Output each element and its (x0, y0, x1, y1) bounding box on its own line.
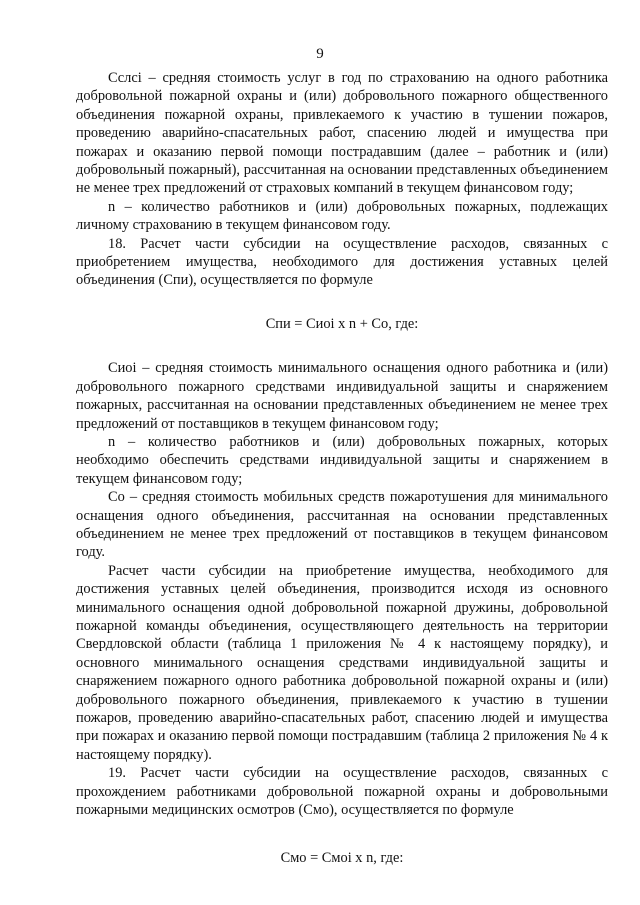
paragraph-section-18: 18. Расчет части субсидии на осуществление расходов, связанных с приобретением имущества, необходимого для достижения уставных целей объединения (Спи), осуществляется по формуле (76, 235, 608, 289)
document-body (76, 69, 608, 868)
paragraph-sioi-definition: Сиоі – средняя стоимость минимального оснащения одного работника и (или) добровольного пожарного средствами индивидуальной защиты и снаряжением пожарных, рассчитанная на основании представленных объединением не менее трех предложений от поставщиков в текущем финансовом году; (76, 360, 608, 432)
paragraph-sslsi-definition: Сслсі – средняя стоимость услуг в год по страхованию на одного работника добровольной пожарной охраны и (или) добровольного пожарного общественного объединения пожарной охраны, привлекаемого к участию в тушении пожаров, проведению аварийно-спасательных работ, спасению людей и имущества при пожарах и оказанию первой помощи пострадавшим (далее – работник и (или) добровольный пожарный), рассчитанная на основании представленных объединением не менее трех предложений от страховых компаний в текущем финансовом году; (76, 70, 608, 197)
paragraph-section-19: 19. Расчет части субсидии на осуществление расходов, связанных с прохождением работниками добровольной пожарной охраны и добровольными пожарными медицинских осмотров (Смо), осуществляется по формуле (76, 765, 608, 819)
paragraph-so-definition: Со – средняя стоимость мобильных средств пожаротушения для минимального оснащения одного объединения, рассчитанная на основании представленных объединением не менее трех предложений от поставщиков в текущем финансовом году. (76, 489, 608, 561)
paragraph-property-calculation: Расчет части субсидии на приобретение имущества, необходимого для достижения уставных целей объединения, производится исходя из основного минимального оснащения одной добровольной пожарной дружины, добровольной пожарной команды объединения, осуществляющего деятельность на территории Свердловской области (таблица 1 приложения № 4 к настоящему порядку), и основного минимального оснащения средствами индивидуальной защиты и снаряжением пожарного одного работника добровольной пожарной охраны и (или) добровольного пожарного объединения, привлекаемого к участию в тушении пожаров, проведению аварийно-спасательных работ, спасению людей и имущества при пожарах и оказанию первой помощи пострадавшим (таблица 2 приложения № 4 к настоящему порядку). (76, 562, 608, 763)
formula-spi: Спи = Сиоі x n + Со, где: (265, 315, 419, 332)
paragraph-n-insured-definition: n – количество работников и (или) добровольных пожарных, подлежащих личному страхованию в текущем финансовом году. (76, 198, 608, 234)
page-number: 9 (316, 46, 324, 62)
paragraph-n-equipped-definition: n – количество работников и (или) добровольных пожарных, которых необходимо обеспечить средствами индивидуальной защиты и снаряжением в текущем финансовом году; (76, 433, 608, 487)
formula-smo: Смо = Смоі x n, где: (280, 850, 404, 867)
